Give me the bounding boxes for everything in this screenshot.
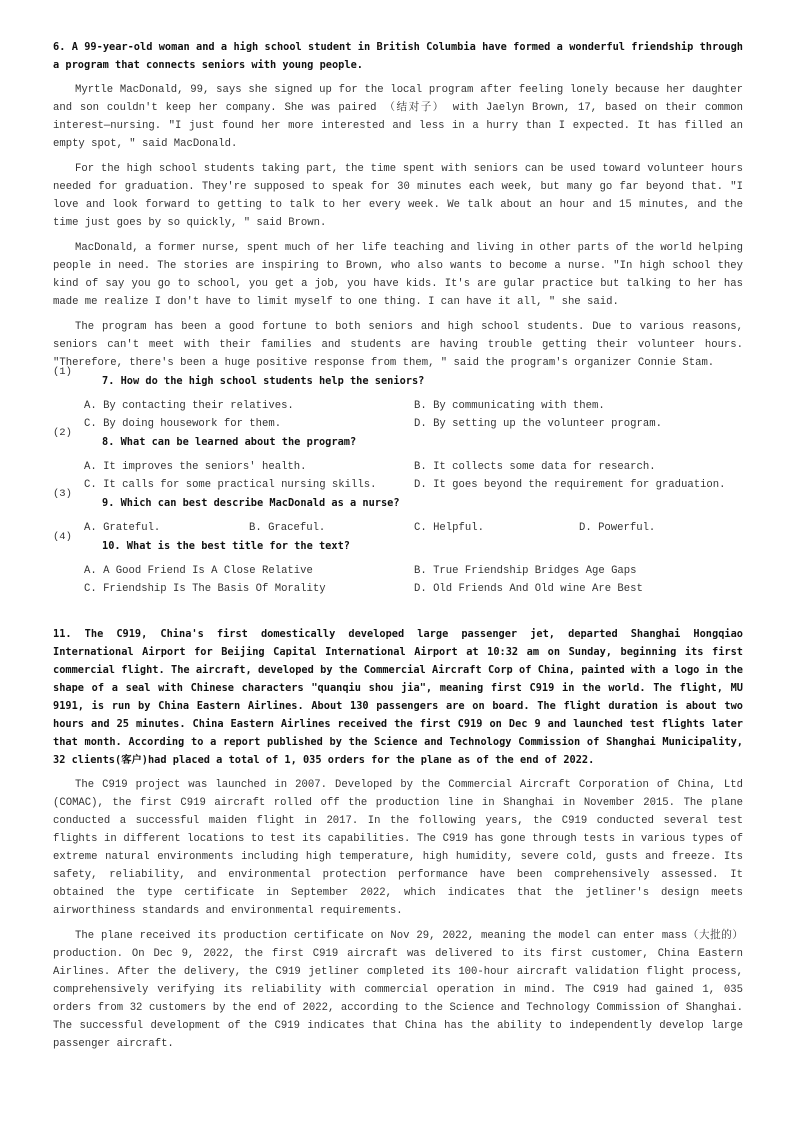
option-d: D. It goes beyond the requirement for graduation.: [414, 479, 726, 491]
question-block: [53, 531, 743, 555]
option-c: C. Helpful.: [414, 522, 484, 534]
passage-6-intro: 6. A 99-year-old woman and a high school student in British Columbia have formed a wonderful friendship through a program that connects seniors with young people.: [53, 41, 743, 71]
passage-6-paragraph: Myrtle MacDonald, 99, says she signed up for the local program after feeling lonely because her daughter and son couldn't keep her company. She was paired （结对子） with Jaelyn Brown, 17, based on their common interest—nursing. "I just found her more interested and less in a hurry than I expected. It has filled an empty spot, " said MacDonald.: [53, 84, 743, 150]
question-block: [53, 366, 743, 390]
option-a: A. Grateful.: [84, 522, 161, 534]
option-a: A. A Good Friend Is A Close Relative: [84, 565, 313, 577]
question-text: 7. How do the high school students help the seniors?: [102, 375, 425, 387]
document-page: [53, 38, 743, 1053]
question-text: 8. What can be learned about the program?: [102, 436, 357, 448]
passage-6-paragraph: MacDonald, a former nurse, spent much of her life teaching and living in other parts of the world helping people in need. The stories are inspiring to Brown, who also wants to become a nurse. "In high school they kind of say you go to school, you get a job, you have kids. It's are gular practice but talking to her has made me realize I don't have to limit myself to one thing. I can have it all, " she said.: [53, 242, 743, 308]
answer-options: [53, 458, 743, 494]
option-d: D. Powerful.: [579, 522, 656, 534]
option-c: C. It calls for some practical nursing skills.: [84, 479, 377, 491]
option-c: C. Friendship Is The Basis Of Morality: [84, 583, 326, 595]
passage-6-paragraph: The program has been a good fortune to both seniors and high school students. Due to various reasons, seniors can't meet with their families and students are having trouble getting their volunteer hours. "Therefore, there's been a huge positive response from them, " said the program's organizer Connie Stam.: [53, 321, 743, 369]
option-b: B. True Friendship Bridges Age Gaps: [414, 565, 637, 577]
option-a: A. It improves the seniors' health.: [84, 461, 307, 473]
answer-options: [53, 562, 743, 598]
option-b: B. It collects some data for research.: [414, 461, 656, 473]
answer-options: [53, 397, 743, 433]
answer-options: [53, 519, 743, 537]
passage-11-intro: 11. The C919, China's first domestically developed large passenger jet, departed Shanghai Hongqiao International Airport for Beijing Capital International Airport at 10:32 am on Sunday, beginning its first commercial flight. The aircraft, developed by the Commercial Aircraft Corp of China, painted with a logo in the shape of a seal with Chinese characters "quanqiu shou jia", meaning first C919 in the world. The flight, MU 9191, is run by China Eastern Airlines. About 130 passengers are on board. The flight duration is about two hours and 25 minutes. China Eastern Airlines received the first C919 on Dec 9 and launched test flights later that month. According to a report published by the Science and Technology Commission of Shanghai Municipality, 32 clients(客户)had placed a total of 1, 035 orders for the plane as of the end of 2022.: [53, 628, 743, 766]
option-d: D. By setting up the volunteer program.: [414, 418, 662, 430]
question-number: (2): [53, 427, 72, 439]
option-b: B. By communicating with them.: [414, 400, 605, 412]
question-number: (3): [53, 488, 72, 500]
question-text: 10. What is the best title for the text?: [102, 540, 350, 552]
option-b: B. Graceful.: [249, 522, 326, 534]
passage-6-paragraph: For the high school students taking part, the time spent with seniors can be used toward volunteer hours needed for graduation. They're supposed to speak for 30 minutes each week, but many go far beyond that. "I love and look forward to getting to talk to her every week. We talk about an hour and 15 minutes, and the time just goes by so quickly, " said Brown.: [53, 163, 743, 229]
option-a: A. By contacting their relatives.: [84, 400, 294, 412]
option-c: C. By doing housework for them.: [84, 418, 282, 430]
question-block: [53, 488, 743, 512]
question-text: 9. Which can best describe MacDonald as a nurse?: [102, 497, 400, 509]
question-number: (1): [53, 366, 72, 378]
passage-11-paragraph: The plane received its production certificate on Nov 29, 2022, meaning the model can enter mass（大批的）production. On Dec 9, 2022, the first C919 aircraft was delivered to its first customer, China Eastern Airlines. After the delivery, the C919 jetliner completed its 100-hour aircraft validation flight process, comprehensively verifying its reliability with commercial operation in mind. The C919 had gained 1, 035 orders from 32 customers by the end of 2022, according to the Science and Technology Commission of Shanghai. The successful development of the C919 indicates that China has the ability to independently develop large passenger aircraft.: [53, 930, 743, 1050]
question-block: [53, 427, 743, 451]
option-d: D. Old Friends And Old wine Are Best: [414, 583, 643, 595]
passage-11-paragraph: The C919 project was launched in 2007. Developed by the Commercial Aircraft Corporation of China, Ltd (COMAC), the first C919 aircraft rolled off the production line in Shanghai in November 2015. The plane conducted a successful maiden flight in 2017. In the following years, the C919 conducted several test flights in different locations to test its capabilities. The C919 has gone through tests in various types of extreme natural environments including high temperature, high humidity, severe cold, gusts and freeze. Its safety, reliability, and environmental protection performance have been comprehensively assessed. It obtained the type certificate in September 2022, which indicates that the jetliner's design meets airworthiness standards and environmental requirements.: [53, 779, 743, 917]
question-number: (4): [53, 531, 72, 543]
